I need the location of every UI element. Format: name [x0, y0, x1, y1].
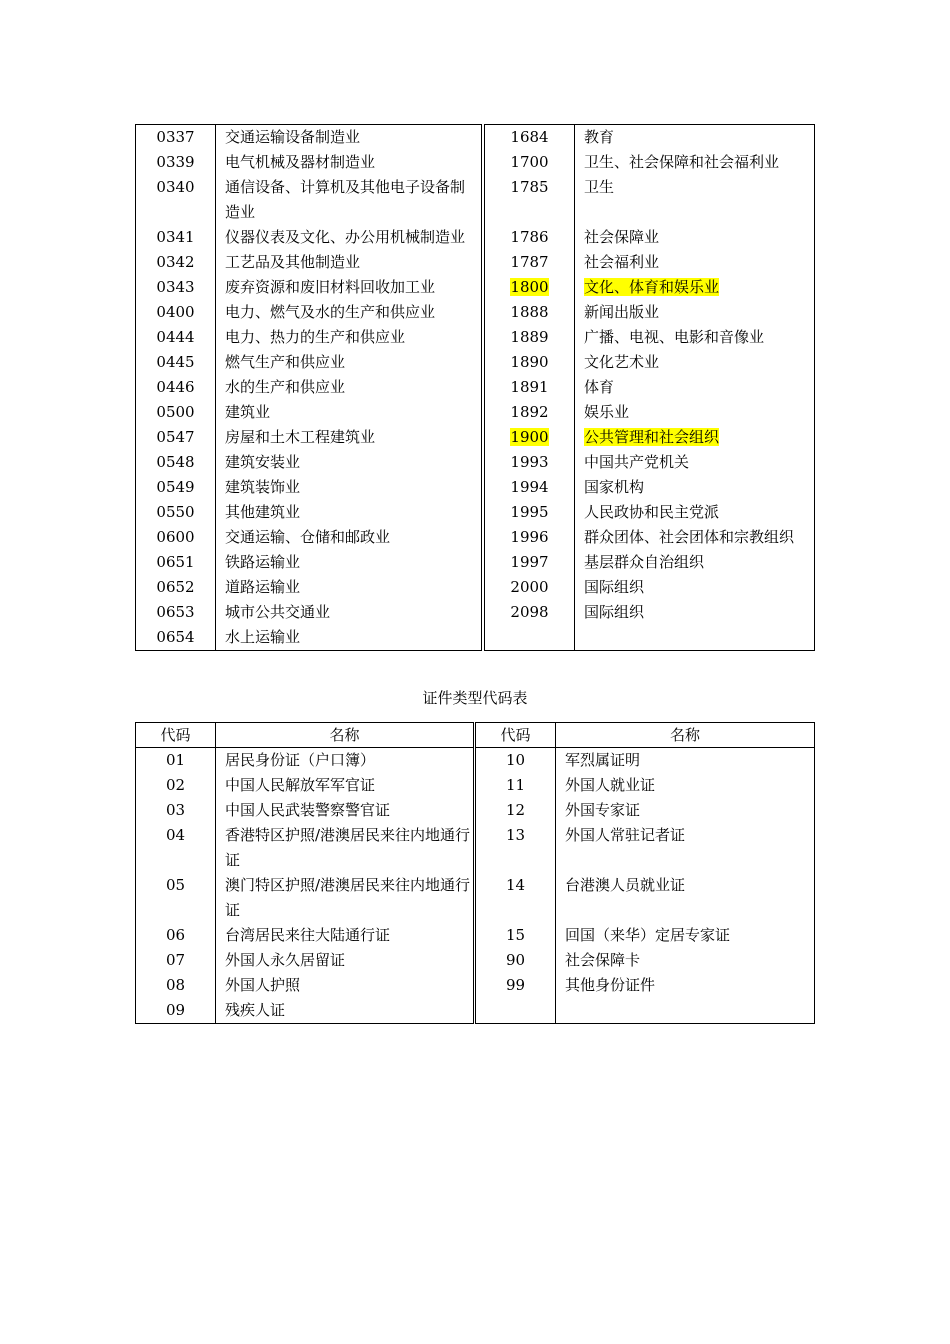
- left-name-cell: [216, 923, 475, 948]
- left-code-text: 0342: [156, 253, 195, 271]
- left-name-text: 水上运输业: [225, 628, 301, 646]
- left-name-text: 仪器仪表及文化、办公用机械制造业: [225, 228, 466, 246]
- left-name-text: 台湾居民来往大陆通行证: [225, 926, 391, 944]
- right-code-text: 1890: [510, 353, 549, 371]
- right-name-cell: [556, 948, 815, 973]
- left-name-cell: [216, 625, 484, 651]
- right-name-cell: [556, 748, 815, 774]
- right-name-cell: [575, 500, 815, 525]
- table-row: [136, 500, 815, 525]
- left-name-cell: [216, 550, 484, 575]
- left-name-text: 废弃资源和废旧材料回收加工业: [225, 278, 436, 296]
- right-name-cell: [575, 225, 815, 250]
- left-code-cell: [136, 550, 216, 575]
- left-name-text: 澳门特区护照/港澳居民来往内地通行证: [225, 876, 471, 919]
- right-code-text: 15: [505, 926, 526, 944]
- right-name-text: 广播、电视、电影和音像业: [584, 328, 765, 346]
- left-name-text: 电气机械及器材制造业: [225, 153, 376, 171]
- left-name-text: 通信设备、计算机及其他电子设备制造业: [225, 178, 466, 221]
- right-name-cell: [575, 625, 815, 651]
- right-name-text: 军烈属证明: [565, 751, 641, 769]
- right-name-cell: [575, 425, 815, 450]
- left-code-text: 01: [165, 751, 186, 769]
- right-code-cell: [483, 450, 575, 475]
- left-code-cell: [136, 175, 216, 225]
- left-name-cell: [216, 375, 484, 400]
- left-code-cell: [136, 625, 216, 651]
- table-row: [136, 600, 815, 625]
- left-code-text: 0340: [156, 178, 195, 196]
- id-type-code-table-body: [136, 748, 815, 1024]
- left-name-cell: [216, 275, 484, 300]
- left-code-cell: [136, 375, 216, 400]
- right-code-cell: [483, 175, 575, 225]
- right-name-text: 文化艺术业: [584, 353, 660, 371]
- right-code-text: 99: [505, 976, 526, 994]
- header-name-left: 名称: [216, 723, 475, 748]
- left-code-cell: [136, 575, 216, 600]
- right-code-cell: [483, 300, 575, 325]
- left-code-text: 07: [165, 951, 186, 969]
- right-name-cell: [575, 125, 815, 151]
- right-code-text: 1700: [510, 153, 549, 171]
- id-type-code-table: [135, 722, 815, 1024]
- right-code-cell: [475, 748, 556, 774]
- right-code-cell: [483, 525, 575, 550]
- id-type-table-caption: 证件类型代码表: [422, 689, 528, 707]
- left-code-cell: [136, 425, 216, 450]
- right-name-cell: [556, 873, 815, 923]
- right-name-cell: [575, 300, 815, 325]
- left-name-cell: [216, 175, 484, 225]
- right-code-cell: [483, 325, 575, 350]
- right-name-text: 外国人常驻记者证: [565, 826, 686, 844]
- table-row: [136, 773, 815, 798]
- left-name-cell: [216, 150, 484, 175]
- header-code-left: 代码: [136, 723, 216, 748]
- right-name-cell: [575, 275, 815, 300]
- left-code-cell: [136, 400, 216, 425]
- right-code-cell: [475, 873, 556, 923]
- right-name-cell: [575, 375, 815, 400]
- right-code-cell: [483, 350, 575, 375]
- right-name-cell: [575, 350, 815, 375]
- table-row: [136, 475, 815, 500]
- left-name-text: 水的生产和供应业: [225, 378, 346, 396]
- left-name-text: 建筑安装业: [225, 453, 301, 471]
- left-code-text: 05: [165, 876, 186, 894]
- right-code-text: 1891: [510, 378, 549, 396]
- table-row: [136, 125, 815, 151]
- right-name-cell: [556, 823, 815, 873]
- right-name-cell: [575, 325, 815, 350]
- left-name-text: 道路运输业: [225, 578, 301, 596]
- right-name-text: 卫生: [584, 178, 615, 196]
- left-code-text: 0547: [156, 428, 195, 446]
- left-code-text: 0337: [156, 128, 195, 146]
- right-code-cell: [483, 575, 575, 600]
- left-code-text: 03: [165, 801, 186, 819]
- left-code-cell: [136, 225, 216, 250]
- right-code-text: 1800: [510, 278, 549, 296]
- left-code-cell: [136, 748, 216, 774]
- right-code-text: 1785: [510, 178, 549, 196]
- right-name-cell: [575, 475, 815, 500]
- right-code-text: 10: [505, 751, 526, 769]
- right-name-cell: [575, 600, 815, 625]
- right-code-text: 1892: [510, 403, 549, 421]
- right-code-cell: [475, 773, 556, 798]
- left-name-cell: [216, 748, 475, 774]
- left-code-cell: [136, 125, 216, 151]
- right-name-text: 台港澳人员就业证: [565, 876, 686, 894]
- left-name-text: 中国人民武装警察警官证: [225, 801, 391, 819]
- left-name-text: 其他建筑业: [225, 503, 301, 521]
- right-code-text: 1787: [510, 253, 549, 271]
- table-row: [136, 798, 815, 823]
- left-code-cell: [136, 998, 216, 1024]
- right-code-text: 12: [505, 801, 526, 819]
- left-name-text: 铁路运输业: [225, 553, 301, 571]
- left-name-text: 电力、燃气及水的生产和供应业: [225, 303, 436, 321]
- left-name-cell: [216, 125, 484, 151]
- right-name-cell: [575, 550, 815, 575]
- table-row: [136, 948, 815, 973]
- right-code-cell: [483, 225, 575, 250]
- left-code-cell: [136, 300, 216, 325]
- table-row: [136, 923, 815, 948]
- right-name-text: 其他身份证件: [565, 976, 656, 994]
- right-name-cell: [556, 773, 815, 798]
- left-code-cell: [136, 150, 216, 175]
- left-name-cell: [216, 873, 475, 923]
- right-code-cell: [483, 375, 575, 400]
- right-name-text: 外国人就业证: [565, 776, 656, 794]
- left-code-text: 0600: [156, 528, 195, 546]
- left-name-cell: [216, 425, 484, 450]
- left-code-cell: [136, 773, 216, 798]
- right-code-cell: [483, 425, 575, 450]
- left-name-cell: [216, 325, 484, 350]
- header-name-right: 名称: [556, 723, 815, 748]
- right-code-text: 2098: [510, 603, 549, 621]
- left-name-cell: [216, 500, 484, 525]
- header-code-right: 代码: [475, 723, 556, 748]
- right-code-text: 1997: [510, 553, 549, 571]
- left-code-text: 0341: [156, 228, 195, 246]
- right-name-text: 社会保障业: [584, 228, 660, 246]
- industry-code-table-body: [136, 125, 815, 651]
- left-name-cell: [216, 600, 484, 625]
- left-code-text: 0339: [156, 153, 195, 171]
- right-code-text: 2000: [510, 578, 549, 596]
- left-name-text: 房屋和土木工程建筑业: [225, 428, 376, 446]
- left-name-cell: [216, 250, 484, 275]
- right-name-text: 娱乐业: [584, 403, 630, 421]
- right-name-text: 国际组织: [584, 603, 645, 621]
- left-name-text: 建筑装饰业: [225, 478, 301, 496]
- left-name-cell: [216, 350, 484, 375]
- right-code-cell: [475, 798, 556, 823]
- left-name-cell: [216, 998, 475, 1024]
- left-code-text: 0400: [156, 303, 195, 321]
- left-name-cell: [216, 400, 484, 425]
- left-name-text: 交通运输设备制造业: [225, 128, 361, 146]
- right-code-cell: [475, 823, 556, 873]
- right-name-cell: [575, 525, 815, 550]
- left-code-cell: [136, 350, 216, 375]
- right-name-cell: [556, 998, 815, 1024]
- left-name-cell: [216, 798, 475, 823]
- right-code-text: 90: [505, 951, 526, 969]
- left-name-cell: [216, 823, 475, 873]
- right-code-text: 1994: [510, 478, 549, 496]
- right-code-text: 13: [505, 826, 526, 844]
- left-code-text: 0652: [156, 578, 195, 596]
- left-code-text: 0343: [156, 278, 195, 296]
- industry-code-table: [135, 124, 815, 651]
- left-code-cell: [136, 798, 216, 823]
- left-code-cell: [136, 450, 216, 475]
- right-code-cell: [483, 500, 575, 525]
- table-row: [136, 250, 815, 275]
- table-row: [136, 375, 815, 400]
- table-row: [136, 425, 815, 450]
- right-name-text: 社会保障卡: [565, 951, 641, 969]
- table-row: [136, 525, 815, 550]
- right-name-cell: [575, 400, 815, 425]
- table-row: [136, 150, 815, 175]
- right-name-text: 国际组织: [584, 578, 645, 596]
- right-name-text: 教育: [584, 128, 615, 146]
- table-row: [136, 575, 815, 600]
- left-code-text: 0654: [156, 628, 195, 646]
- right-name-text: 体育: [584, 378, 615, 396]
- right-code-text: 1889: [510, 328, 549, 346]
- table-row: [136, 748, 815, 774]
- left-name-cell: [216, 773, 475, 798]
- left-name-text: 外国人护照: [225, 976, 301, 994]
- right-name-cell: [556, 798, 815, 823]
- table-row: [136, 973, 815, 998]
- left-code-cell: [136, 600, 216, 625]
- left-name-cell: [216, 225, 484, 250]
- left-code-text: 0500: [156, 403, 195, 421]
- right-code-cell: [475, 948, 556, 973]
- left-code-cell: [136, 500, 216, 525]
- right-name-text: 人民政协和民主党派: [584, 503, 720, 521]
- left-name-cell: [216, 575, 484, 600]
- right-code-text: 1993: [510, 453, 549, 471]
- right-code-cell: [483, 600, 575, 625]
- table-row: [136, 325, 815, 350]
- right-name-text: 国家机构: [584, 478, 645, 496]
- left-code-cell: [136, 475, 216, 500]
- right-name-cell: [575, 575, 815, 600]
- right-name-cell: [556, 973, 815, 998]
- left-code-cell: [136, 923, 216, 948]
- right-name-cell: [575, 175, 815, 225]
- right-code-text: 1684: [510, 128, 549, 146]
- right-code-cell: [483, 250, 575, 275]
- table-header-row: [136, 723, 815, 748]
- right-name-text: 群众团体、社会团体和宗教组织: [584, 528, 795, 546]
- right-code-cell: [475, 923, 556, 948]
- right-code-cell: [483, 475, 575, 500]
- left-code-cell: [136, 823, 216, 873]
- right-name-text: 卫生、社会保障和社会福利业: [584, 153, 780, 171]
- left-code-text: 04: [165, 826, 186, 844]
- left-code-text: 08: [165, 976, 186, 994]
- left-code-text: 0444: [156, 328, 195, 346]
- left-code-cell: [136, 275, 216, 300]
- left-name-text: 燃气生产和供应业: [225, 353, 346, 371]
- table-row: [136, 300, 815, 325]
- right-name-cell: [556, 923, 815, 948]
- left-code-text: 0549: [156, 478, 195, 496]
- left-code-text: 0653: [156, 603, 195, 621]
- table-row: [136, 823, 815, 873]
- left-name-cell: [216, 300, 484, 325]
- right-code-text: 1786: [510, 228, 549, 246]
- right-code-cell: [475, 973, 556, 998]
- table-row: [136, 225, 815, 250]
- right-code-text: 1996: [510, 528, 549, 546]
- right-code-cell: [483, 550, 575, 575]
- right-code-cell: [483, 275, 575, 300]
- right-code-cell: [483, 150, 575, 175]
- left-code-text: 0550: [156, 503, 195, 521]
- left-name-text: 工艺品及其他制造业: [225, 253, 361, 271]
- left-code-cell: [136, 525, 216, 550]
- left-name-text: 残疾人证: [225, 1001, 286, 1019]
- left-name-text: 建筑业: [225, 403, 271, 421]
- left-name-text: 居民身份证（户口簿）: [225, 751, 376, 769]
- left-code-text: 0548: [156, 453, 195, 471]
- left-name-text: 城市公共交通业: [225, 603, 331, 621]
- left-name-text: 外国人永久居留证: [225, 951, 346, 969]
- left-name-cell: [216, 450, 484, 475]
- right-code-text: 14: [505, 876, 526, 894]
- left-code-text: 0445: [156, 353, 195, 371]
- right-name-text: 回国（来华）定居专家证: [565, 926, 731, 944]
- table-row: [136, 873, 815, 923]
- right-name-text: 公共管理和社会组织: [584, 428, 720, 446]
- left-name-text: 中国人民解放军军官证: [225, 776, 376, 794]
- left-code-cell: [136, 250, 216, 275]
- left-name-cell: [216, 475, 484, 500]
- right-code-text: 1900: [510, 428, 549, 446]
- right-name-text: 基层群众自治组织: [584, 553, 705, 571]
- left-code-text: 06: [165, 926, 186, 944]
- left-name-cell: [216, 525, 484, 550]
- left-name-text: 交通运输、仓储和邮政业: [225, 528, 391, 546]
- left-name-text: 电力、热力的生产和供应业: [225, 328, 406, 346]
- left-code-cell: [136, 873, 216, 923]
- right-code-cell: [483, 625, 575, 651]
- table-row: [136, 550, 815, 575]
- right-name-text: 中国共产党机关: [584, 453, 690, 471]
- right-name-text: 社会福利业: [584, 253, 660, 271]
- right-name-text: 文化、体育和娱乐业: [584, 278, 720, 296]
- left-name-cell: [216, 973, 475, 998]
- right-code-text: 1888: [510, 303, 549, 321]
- table-row: [136, 998, 815, 1024]
- table-row: [136, 400, 815, 425]
- left-code-text: 02: [165, 776, 186, 794]
- right-name-cell: [575, 450, 815, 475]
- right-code-text: 11: [505, 776, 526, 794]
- left-code-text: 0446: [156, 378, 195, 396]
- left-code-cell: [136, 948, 216, 973]
- right-code-text: 1995: [510, 503, 549, 521]
- right-code-cell: [483, 125, 575, 151]
- left-name-cell: [216, 948, 475, 973]
- left-name-text: 香港特区护照/港澳居民来往内地通行证: [225, 826, 471, 869]
- table-row: [136, 275, 815, 300]
- left-code-cell: [136, 973, 216, 998]
- right-name-cell: [575, 250, 815, 275]
- table-row: [136, 450, 815, 475]
- left-code-cell: [136, 325, 216, 350]
- right-name-cell: [575, 150, 815, 175]
- right-name-text: 新闻出版业: [584, 303, 660, 321]
- left-code-text: 09: [165, 1001, 186, 1019]
- right-code-cell: [475, 998, 556, 1024]
- left-code-text: 0651: [156, 553, 195, 571]
- table-row: [136, 625, 815, 651]
- right-name-text: 外国专家证: [565, 801, 641, 819]
- table-row: [136, 350, 815, 375]
- table-row: [136, 175, 815, 225]
- right-code-cell: [483, 400, 575, 425]
